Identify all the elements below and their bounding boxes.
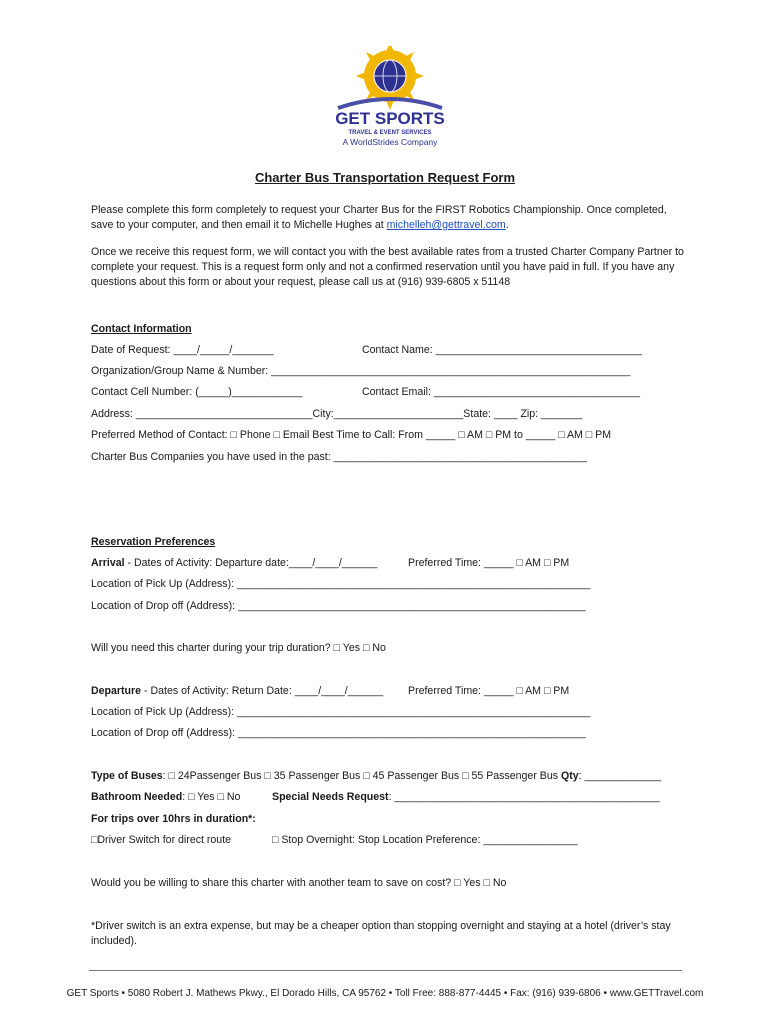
preferred-contact-method[interactable]: Preferred Method of Contact: □ Phone □ Email Best Time to Call: From _____ □ AM □ PM to _____ □ AM □ PM bbox=[91, 429, 612, 441]
footer-divider bbox=[89, 970, 682, 971]
form-title: Charter Bus Transportation Request Form bbox=[254, 170, 516, 185]
arrival-pickup-field[interactable]: Location of Pick Up (Address): ____________________________________________________________ bbox=[91, 578, 591, 590]
intro-paragraph-1 bbox=[91, 203, 691, 233]
companies-used-field[interactable]: Charter Bus Companies you have used in the past: ___________________________________________ bbox=[91, 451, 587, 463]
departure-dates-field[interactable] bbox=[91, 685, 383, 697]
during-trip-question[interactable]: Will you need this charter during your trip duration? □ Yes □ No bbox=[91, 642, 386, 654]
get-sports-logo bbox=[330, 46, 450, 150]
bus-type-options: : □ 24Passenger Bus □ 35 Passenger Bus □ 45 Passenger Bus □ 55 Passenger Bus bbox=[162, 770, 561, 782]
stop-overnight-field[interactable]: □ Stop Overnight: Stop Location Preference: ________________ bbox=[272, 834, 578, 846]
intro-text: Please complete this form completely to request your Charter Bus for the FIRST Robotics Championship. Once completed, save to your computer, and then email it to Michelle Hughes at bbox=[91, 204, 667, 231]
arrival-label: Arrival bbox=[91, 557, 125, 569]
departure-dropoff-field[interactable]: Location of Drop off (Address): ___________________________________________________________ bbox=[91, 727, 586, 739]
arrival-time-field[interactable]: Preferred Time: _____ □ AM □ PM bbox=[408, 557, 570, 569]
contact-email-field[interactable]: Contact Email: ___________________________________ bbox=[362, 386, 641, 398]
driver-switch-checkbox[interactable]: □Driver Switch for direct route bbox=[91, 834, 232, 846]
qty-field: : _____________ bbox=[578, 770, 662, 782]
reservation-heading: Reservation Preferences bbox=[91, 536, 216, 548]
org-group-field[interactable]: Organization/Group Name & Number: _____________________________________________________________ bbox=[91, 365, 631, 377]
company-tagline: A WorldStrides Company bbox=[342, 137, 438, 147]
driver-switch-footnote: *Driver switch is an extra expense, but may be a cheaper option than stopping overnight and staying at a hotel (driver’s stay included). bbox=[91, 920, 671, 947]
bathroom-label: Bathroom Needed bbox=[91, 791, 183, 803]
departure-label: Departure bbox=[91, 685, 142, 697]
brand-name: GET SPORTS bbox=[335, 109, 445, 128]
special-needs-label: Special Needs Request bbox=[272, 791, 389, 803]
departure-time-field[interactable]: Preferred Time: _____ □ AM □ PM bbox=[408, 685, 570, 697]
special-needs-field[interactable] bbox=[272, 791, 660, 803]
date-of-request-field[interactable]: Date of Request: ____/_____/_______ bbox=[91, 344, 274, 356]
cell-number-field[interactable]: Contact Cell Number: (_____)____________ bbox=[91, 386, 303, 398]
arrival-dropoff-field[interactable]: Location of Drop off (Address): ___________________________________________________________ bbox=[91, 600, 586, 612]
address-field[interactable]: Address: ______________________________City:______________________State: ____ Zip: _______ bbox=[91, 408, 583, 420]
long-trips-heading: For trips over 10hrs in duration*: bbox=[91, 813, 256, 825]
sun-globe-icon bbox=[330, 46, 450, 150]
departure-pickup-field[interactable]: Location of Pick Up (Address): ____________________________________________________________ bbox=[91, 706, 591, 718]
email-link[interactable]: michelleh@gettravel.com bbox=[386, 219, 506, 231]
bathroom-field[interactable] bbox=[91, 791, 240, 803]
bus-type-field[interactable] bbox=[91, 770, 661, 782]
brand-subtitle: TRAVEL & EVENT SERVICES bbox=[348, 130, 432, 136]
footer-contact-info: GET Sports • 5080 Robert J. Mathews Pkwy., El Dorado Hills, CA 95762 • Toll Free: 888-877-4445 • Fax: (916) 939-6806 • www.GETTravel.com bbox=[66, 988, 704, 999]
intro-end: . bbox=[505, 219, 509, 231]
special-needs-line: : _____________________________________________ bbox=[388, 791, 660, 803]
contact-heading: Contact Information bbox=[91, 323, 192, 335]
qty-label: Qty bbox=[561, 770, 579, 782]
departure-dates-text: - Dates of Activity: Return Date: ____/____/______ bbox=[141, 685, 384, 697]
intro-paragraph-2: Once we receive this request form, we will contact you with the best available rates from a trusted Charter Company Partner to complete your request. This is a request form only and not a confirmed reservation until you have paid in full. If you have any questions about this form or about your request, please call us at (916) 939-6805 x 51148 bbox=[91, 246, 684, 288]
arrival-dates-text: - Dates of Activity: Departure date:____/____/______ bbox=[124, 557, 378, 569]
contact-name-field[interactable]: Contact Name: ___________________________________ bbox=[362, 344, 642, 356]
bus-type-label: Type of Buses bbox=[91, 770, 163, 782]
share-charter-question[interactable]: Would you be willing to share this charter with another team to save on cost? □ Yes □ No bbox=[91, 877, 507, 889]
arrival-dates-field[interactable] bbox=[91, 557, 377, 569]
bathroom-options: : □ Yes □ No bbox=[182, 791, 241, 803]
